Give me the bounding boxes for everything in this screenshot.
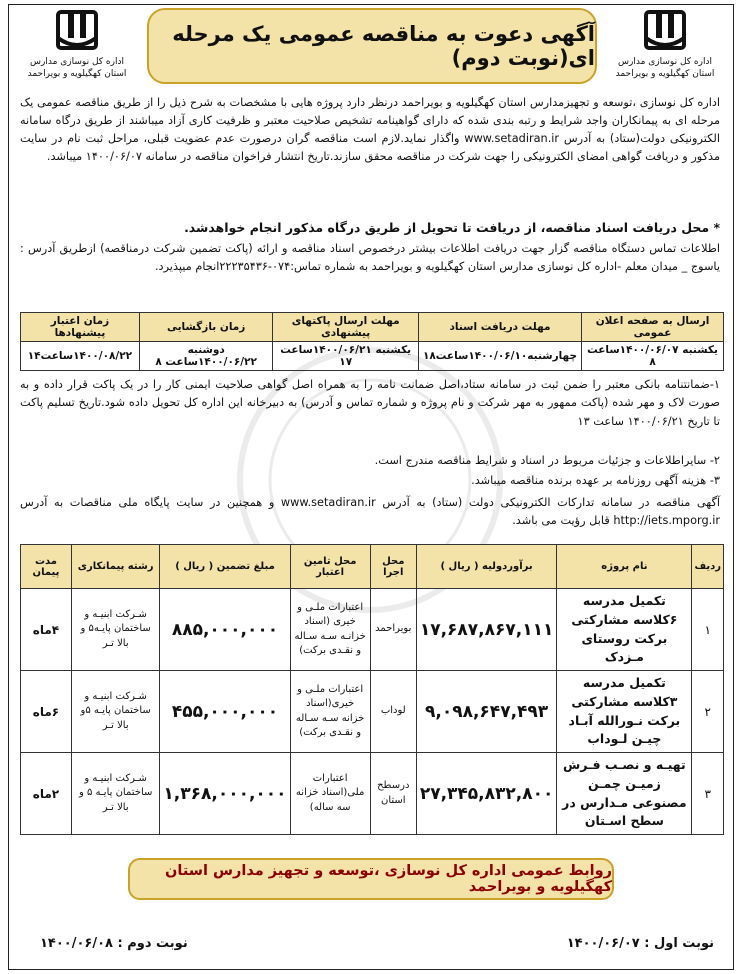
project-location: لوداب [370,671,416,753]
note-4: آگهی مناقصه در سامانه تدارکات الکترونیکی دولت (ستاد) به آدرس www.setadiran.ir و همچنین در سایت پایگاه ملی مناقصات به آدرس http://iets.mporg.ir قابل رؤیت می باشد. [20,496,720,528]
project-duration: ۴ماه [21,589,72,671]
project-estimate: ۱۷,۶۸۷,۸۶۷,۱۱۱ [416,589,557,671]
project-duration: ۲ماه [21,753,72,835]
project-guarantee: ۱,۳۶۸,۰۰۰,۰۰۰ [160,753,290,835]
schedule-header: مهلت ارسال پاکتهای پیشنهادی [273,313,418,342]
schedule-header: مهلت دریافت اسناد [418,313,581,342]
organization-name-line2: استان کهگیلویه و بویراحمد [615,69,715,80]
projects-header: محل اجرا [370,545,416,589]
projects-header: رشته پیمانکاری [71,545,160,589]
intro-paragraph: اداره کل نوسازی ،توسعه و تجهیزمدارس استان کهگیلویه و بویراحمد درنظر دارد پروژه هایی با مشخصات به شرح ذیل را از طریق مناقصه عمومی یک مرحله ای به پیمانکاران واجد شرایط و رتبه بندی شده که دارای گواهینامه تشخیص صلاحیت معتبر و ظرفیت کاری آزاد میباشند از طریق درگاه سامانه الکترونیکی دولت(ستاد) به آدرس www.setadiran.ir واگذار نماید.لازم است مناقصه گران درصورت عدم عضویت قبلی، مراحل ثبت نام در سایت مذکور و دریافت گواهی امضای الکترونیکی را جهت شرکت در مناقصه محقق سازند.تاریخ انتشار فراخوان مناقصه در سامانه ۱۴۰۰/۰۶/۰۷ میباشد. [20,96,720,164]
organization-logo-right [600,8,730,80]
schedule-value: یکشنبه ۱۴۰۰/۰۶/۰۷ساعت ۸ [582,342,724,371]
project-name: تهیـه و نصـب فـرش زمیـن چمـن مصنوعی مـدارس در سطح اسـتان [557,753,692,835]
project-field: شـرکت ابنیـه و ساختمان پایـه۵ و بالا تـر [71,589,160,671]
organization-name-line1: اداره کل نوسازی مدارس [30,57,124,67]
second-publication-date: نوبت دوم : ۱۴۰۰/۰۶/۰۸ [40,936,188,951]
project-field: شـرکت ابنیـه و ساختمان پایـه ۵و بالا تـر [71,671,160,753]
projects-header: برآوردولیه ( ریال ) [416,545,557,589]
first-publication-date: نوبت اول : ۱۴۰۰/۰۶/۰۷ [566,936,714,951]
table-row [21,671,724,753]
project-estimate: ۲۷,۳۴۵,۸۳۲,۸۰۰ [416,753,557,835]
schedule-value: دوشنبه ۱۴۰۰/۰۶/۲۲ساعت ۸ [139,342,273,371]
organization-emblem-icon [54,8,100,52]
note-2: ۲- سایراطلاعات و جزئیات مربوط در اسناد و شرایط مناقصه مندرج است. [374,454,720,467]
projects-header: محل تامین اعتبار [290,545,370,589]
projects-header: نام پروژه [557,545,692,589]
project-estimate: ۹,۰۹۸,۶۴۷,۴۹۳ [416,671,557,753]
row-index: ۳ [692,753,724,835]
project-field: شـرکت ابنیـه و ساختمان پایـه ۵ و بالا تـر [71,753,160,835]
note-3: ۳- هزینه آگهی روزنامه بر عهده برنده مناقصه میباشد. [471,474,720,487]
table-row [21,589,724,671]
schedule-value: ۱۴۰۰/۰۸/۲۲ساعت۱۴ [21,342,140,371]
schedule-header: زمان اعتبار پیشنهادها [21,313,140,342]
table-row [21,753,724,835]
public-relations-box: روابط عمومی اداره کل نوسازی ،توسعه و تجهیز مدارس استان کهگیلویه و بویراحمد [128,858,614,900]
project-name: تکمیل مدرسه ۶کلاسه مشارکتی برکت روستای مـزدک [557,589,692,671]
organization-name-line2: استان کهگیلویه و بویراحمد [27,69,127,80]
project-location: بویراحمد [370,589,416,671]
note-1: ۱-ضمانتنامه بانکی معتبر را ضمن ثبت در سامانه ستاد،اصل ضمانت نامه را به همراه اصل گواهی صلاحیت ایمنی کار را در یک پاکت قرار داده و به صورت لاک و مهر شده (پاکت ممهور به مهر شرکت و نام پروژه و شماره تماس و آدرس) به دبیرخانه این اداره کل تحویل داده شود.تاریخ تسلیم پاکت تا تاریخ ۱۴۰۰/۰۶/۲۱ ساعت ۱۳ [20,378,720,428]
contact-paragraph: اطلاعات تماس دستگاه مناقصه گزار جهت دریافت اطلاعات بیشتر درخصوص اسناد مناقصه و ارائه (پاکت تضمین شرکت درمناقصه) ازطریق آدرس : یاسوج _ میدان معلم -اداره کل نوسازی مدارس استان کهگیلویه و بویراحمد به شماره تماس:۰۷۴-۲۲۲۳۵۴۳۶انجام میپذیرد. [20,242,720,274]
project-guarantee: ۴۵۵,۰۰۰,۰۰۰ [160,671,290,753]
schedule-value: چهارشنبه۱۴۰۰/۰۶/۱۰ساعت۱۸ [418,342,581,371]
project-guarantee: ۸۸۵,۰۰۰,۰۰۰ [160,589,290,671]
projects-table [20,544,724,835]
organization-logo-left [12,8,142,80]
row-index: ۲ [692,671,724,753]
organization-emblem-icon [642,8,688,52]
project-name: تکمیل مدرسه ۳کلاسه مشارکتی برکت نـورالله آبـاد چیـن لـوداب [557,671,692,753]
row-index: ۱ [692,589,724,671]
projects-header: مدت پیمان [21,545,72,589]
document-location-notice: * محل دریافت اسناد مناقصه، از دریافت تا تحویل از طریق درگاه مذکور انجام خواهدشد. [184,220,720,235]
schedule-value: یکشنبه ۱۴۰۰/۰۶/۲۱ساعت ۱۷ [273,342,418,371]
schedule-header: زمان بازگشایی [139,313,273,342]
organization-name-line1: اداره کل نوسازی مدارس [618,57,712,67]
schedule-header: ارسال به صفحه اعلان عمومی [582,313,724,342]
schedule-table [20,312,724,371]
project-funding: اعتبارات ملـی و خیری (اسناد خزانـه سـه سـاله و نقـدی برکت) [290,589,370,671]
project-duration: ۶ماه [21,671,72,753]
notice-title: آگهی دعوت به مناقصه عمومی یک مرحله ای(نوبت دوم) [172,22,595,70]
project-location: درسطح استان [370,753,416,835]
notice-title-box [147,8,597,84]
projects-header: مبلغ تضمین ( ریال ) [160,545,290,589]
project-funding: اعتبارات ملی(اسناد خزانه سه ساله) [290,753,370,835]
projects-header: ردیف [692,545,724,589]
project-funding: اعتبارات ملـی و خیری(اسناد خزانه سـه سـاله و نقـدی برکت) [290,671,370,753]
